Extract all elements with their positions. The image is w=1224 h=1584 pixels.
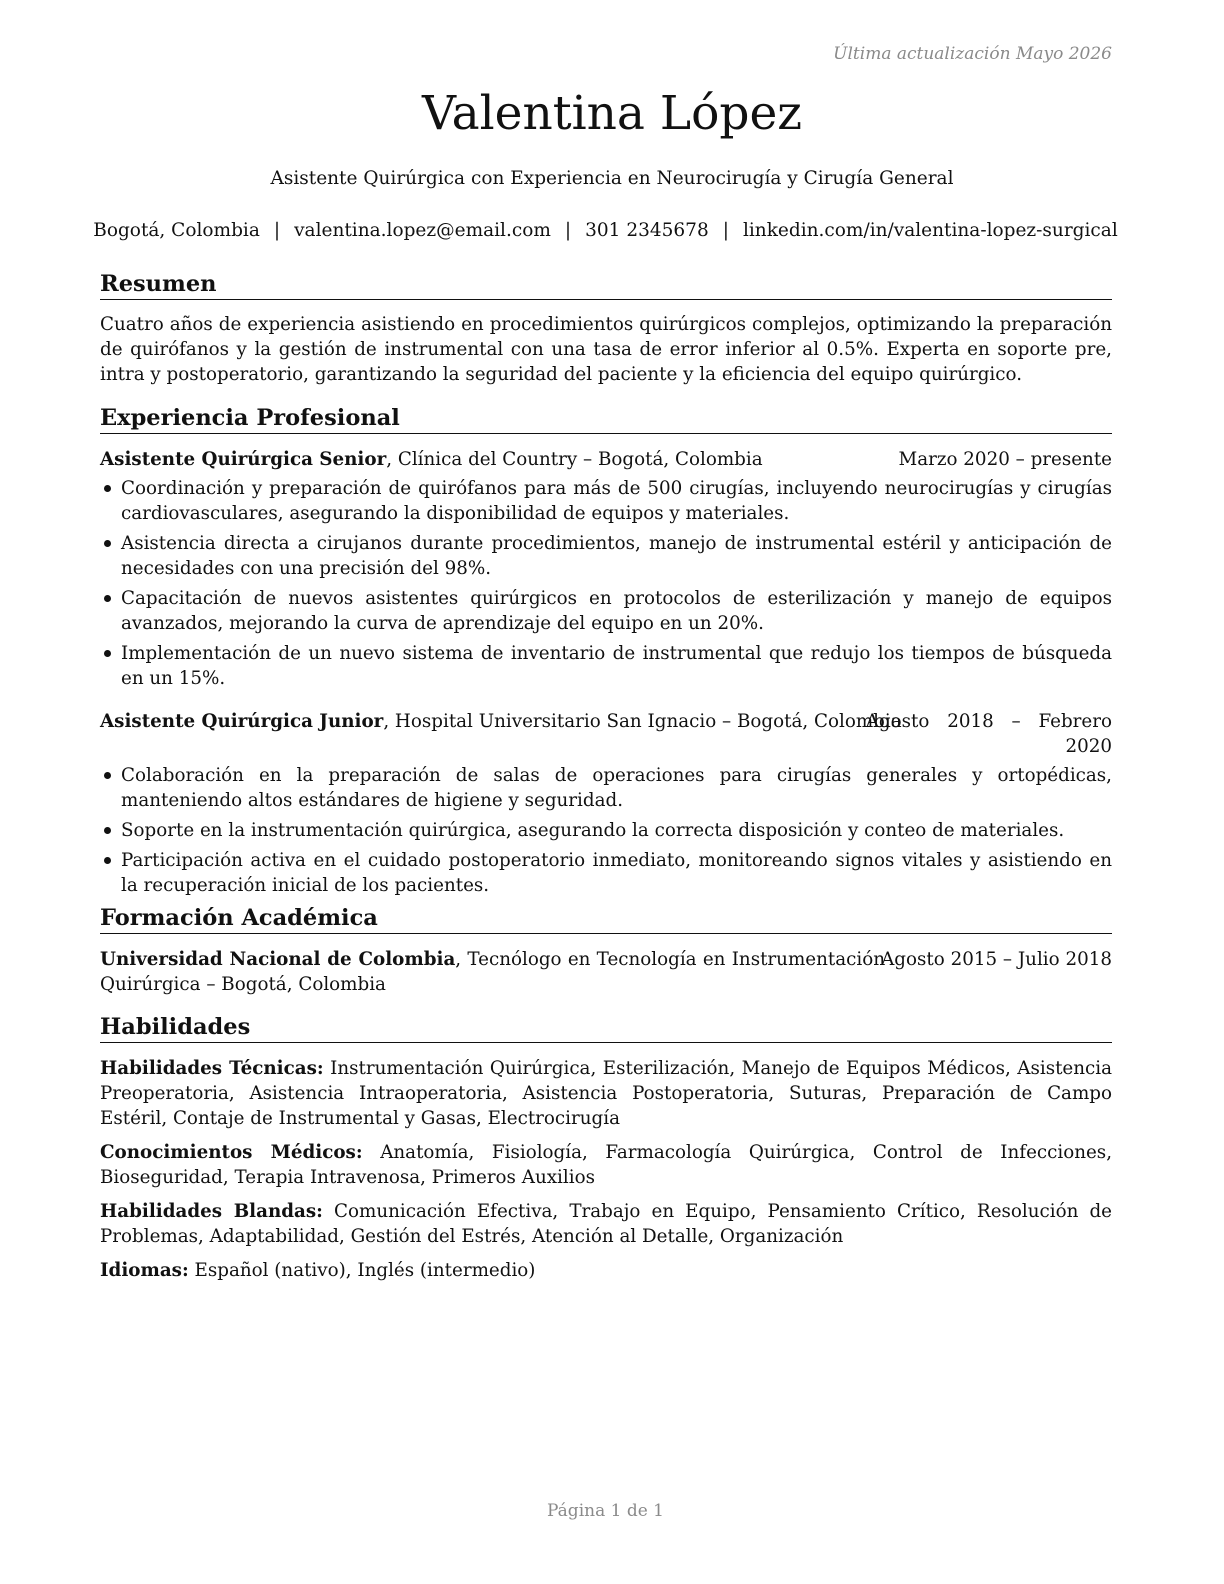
education-section xyxy=(100,905,1112,997)
list-item: Colaboración en la preparación de salas de operaciones para cirugías generales y ortopédicas, manteniendo altos estándares de higiene y seguridad. xyxy=(100,763,1112,813)
job-dates-line: Agosto 2018 – Febrero xyxy=(865,711,1112,732)
contact-linkedin[interactable]: linkedin.com/in/valentina-lopez-surgical xyxy=(742,220,1118,241)
skill-items: Comunicación Efectiva, Trabajo en Equipo, Pensamiento Crítico, Resolución de Problemas, Adaptabilidad, Gestión del Estrés, Atención al Detalle, Organización xyxy=(100,1201,1112,1247)
job-role: Asistente Quirúrgica Senior xyxy=(100,449,387,470)
list-item: Asistencia directa a cirujanos durante procedimientos, manejo de instrumental estéril y anticipación de necesidades con una precisión del 98%. xyxy=(100,531,1112,581)
job-organization: , Clínica del Country – Bogotá, Colombia xyxy=(386,449,763,470)
education-detail xyxy=(100,947,885,997)
job-role: Asistente Quirúrgica Junior xyxy=(100,711,384,732)
section-title-summary: Resumen xyxy=(100,271,1112,300)
headline: Asistente Quirúrgica con Experiencia en Neurocirugía y Cirugía General xyxy=(270,168,954,189)
skill-label: Habilidades Técnicas: xyxy=(100,1058,324,1079)
job-organization: , Hospital Universitario San Ignacio – Bogotá, Colombia xyxy=(383,711,902,732)
list-item: Coordinación y preparación de quirófanos para más de 500 cirugías, incluyendo neurocirugías y cirugías cardiovasculares, asegurando la disponibilidad de equipos y materiales. xyxy=(100,476,1112,526)
contact-separator: | xyxy=(273,220,281,241)
job-dates: Marzo 2020 – presente xyxy=(898,449,1112,470)
contact-email[interactable]: valentina.lopez@email.com xyxy=(294,220,551,241)
list-item: Implementación de un nuevo sistema de inventario de instrumental que redujo los tiempos de búsqueda en un 15%. xyxy=(100,641,1112,691)
contact-phone[interactable]: 301 2345678 xyxy=(585,220,709,241)
education-entry xyxy=(100,947,1112,997)
skill-label: Conocimientos Médicos: xyxy=(100,1142,363,1163)
job-header xyxy=(100,709,1112,757)
job-dates-line: 2020 xyxy=(1065,736,1112,757)
section-title-skills: Habilidades xyxy=(100,1014,1112,1043)
contact-location: Bogotá, Colombia xyxy=(93,220,260,241)
job-entry xyxy=(100,709,1112,898)
experience-section xyxy=(100,405,1112,903)
skill-group xyxy=(100,1140,1112,1190)
contact-separator: | xyxy=(564,220,572,241)
skill-group xyxy=(100,1056,1112,1131)
job-bullets xyxy=(100,476,1112,691)
section-title-education: Formación Académica xyxy=(100,905,1112,934)
last-updated: Última actualización Mayo 2026 xyxy=(833,44,1112,64)
job-dates xyxy=(866,709,1112,759)
education-degree: , Tecnólogo en Tecnología en Instrumentación Quirúrgica – Bogotá, Colombia xyxy=(100,949,885,995)
skill-items: Anatomía, Fisiología, Farmacología Quirúrgica, Control de Infecciones, Bioseguridad, Terapia Intravenosa, Primeros Auxilios xyxy=(100,1142,1113,1188)
education-institution: Universidad Nacional de Colombia xyxy=(100,949,456,970)
job-entry xyxy=(100,447,1112,691)
list-item: Participación activa en el cuidado postoperatorio inmediato, monitoreando signos vitales y asistiendo en la recuperación inicial de los pacientes. xyxy=(100,848,1112,898)
skill-label: Habilidades Blandas: xyxy=(100,1201,323,1222)
job-bullets xyxy=(100,763,1112,898)
contact-line xyxy=(0,220,1211,241)
education-dates: Agosto 2015 – Julio 2018 xyxy=(881,949,1112,970)
summary-section xyxy=(100,271,1112,387)
skill-label: Idiomas: xyxy=(100,1260,189,1281)
skill-items: Español (nativo), Inglés (intermedio) xyxy=(194,1260,536,1281)
skills-section xyxy=(100,1014,1112,1292)
job-header xyxy=(100,447,1112,472)
summary-text: Cuatro años de experiencia asistiendo en procedimientos quirúrgicos complejos, optimizando la preparación de quirófanos y la gestión de instrumental con una tasa de error inferior al 0.5%. Experta en soporte pre, intra y postoperatorio, garantizando la seguridad del paciente y la eficiencia del equipo quirúrgico. xyxy=(100,314,1112,385)
skill-group xyxy=(100,1258,1112,1283)
list-item: Capacitación de nuevos asistentes quirúrgicos en protocolos de esterilización y manejo de equipos avanzados, mejorando la curva de aprendizaje del equipo en un 20%. xyxy=(100,586,1112,636)
skill-group xyxy=(100,1199,1112,1249)
section-title-experience: Experiencia Profesional xyxy=(100,405,1112,434)
candidate-name: Valentina López xyxy=(421,86,803,141)
skill-items: Instrumentación Quirúrgica, Esterilización, Manejo de Equipos Médicos, Asistencia Preoperatoria, Asistencia Intraoperatoria, Asistencia Postoperatoria, Suturas, Preparación de Campo Estéril, Contaje de Instrumental y Gasas, Electrocirugía xyxy=(100,1058,1112,1129)
list-item: Soporte en la instrumentación quirúrgica, asegurando la correcta disposición y conteo de materiales. xyxy=(100,818,1112,843)
contact-separator: | xyxy=(722,220,729,241)
page-number: Página 1 de 1 xyxy=(547,1501,664,1521)
